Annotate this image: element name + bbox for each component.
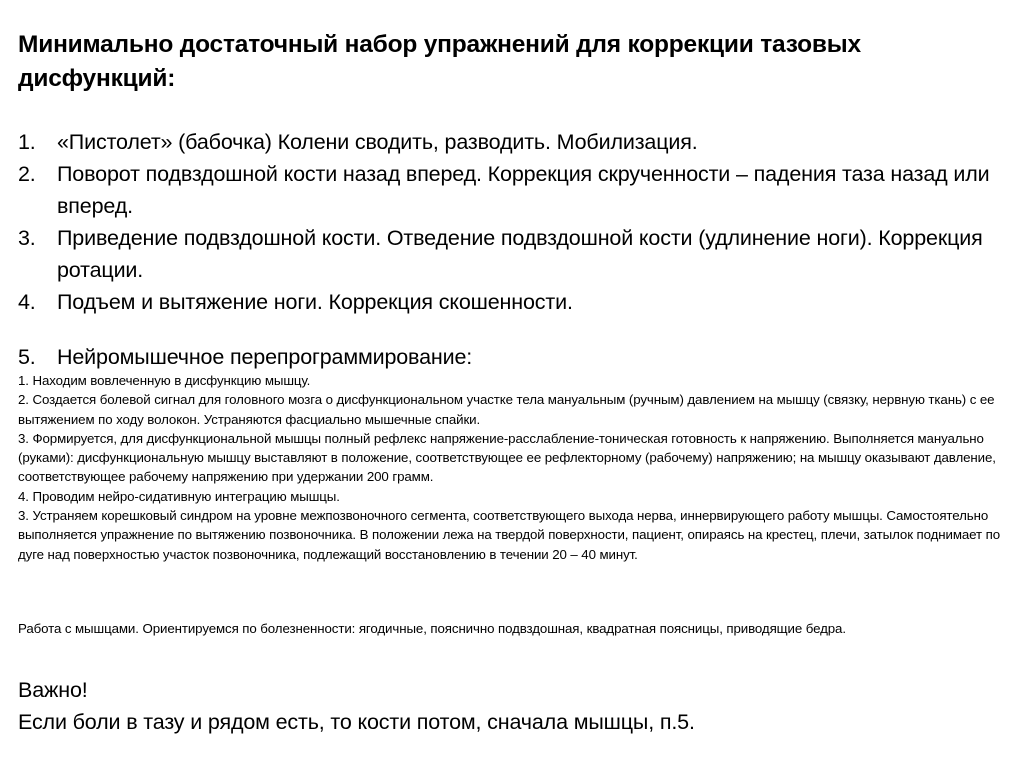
important-block [18,674,1008,738]
list-item-number: 2. [18,162,36,186]
list-item-text: Нейромышечное перепрограммирование: [57,345,473,369]
important-text: Если боли в тазу и рядом есть, то кости потом, сначала мышцы, п.5. [18,710,695,734]
step-paragraph: 3. Устраняем корешковый синдром на уровне межпозвоночного сегмента, соответствующего выхода нерва, иннервирующего работу мышцы. Самостоятельно выполняется упражнение по вытяжению позвоночника. В положении лежа на твердой поверхности, пациент, опираясь на крестец, плечи, затылок поднимает по дуге над поверхностью участок позвоночника, подлежащий восстановлению в течении 20 – 40 минут. [18,508,1001,562]
important-heading: Важно! [18,678,88,702]
step-paragraph: 2. Создается болевой сигнал для головного мозга о дисфункциональном участке тела мануальным (ручным) давлением на мышцу (связку, нервную ткань) с ее вытяжением по ходу волокон. Устраняются фасциально мышечные спайки. [18,392,995,427]
list-item [18,126,1008,158]
muscles-note: Работа с мышцами. Ориентируемся по болезненности: ягодичные, пояснично подвздошная, квадратная поясницы, приводящие бедра. [18,621,846,636]
step-paragraph: 4. Проводим нейро-сидативную интеграцию мышцы. [18,488,340,504]
list-item [18,286,1008,318]
list-item-text: Приведение подвздошной кости. Отведение подвздошной кости (удлинение ноги). Коррекция ротации. [57,226,983,282]
list-item-text: Подъем и вытяжение ноги. Коррекция скошенности. [57,290,573,314]
list-item-text: «Пистолет» (бабочка) Колени сводить, разводить. Мобилизация. [57,130,698,154]
step-paragraph: 3. Формируется, для дисфункциональной мышцы полный рефлекс напряжение-расслабление-тоническая готовность к напряжению. Выполняется мануально (руками): дисфункциональную мышцу выставляют в положение, соответствующее ее рефлекторному (рабочему) напряжению; на мышцу оказывают давление, соответствующее рабочему напряжению при удержании 200 грамм. [18,430,996,485]
step-paragraph: 1. Находим вовлеченную в дисфункцию мышцу. [18,373,311,388]
list-item-number: 3. [18,226,36,250]
neuromuscular-steps [18,371,1013,564]
neuromuscular-heading [18,341,1008,373]
list-item-number: 1. [18,130,36,154]
list-item-text: Поворот подвздошной кости назад вперед. Коррекция скрученности – падения таза назад или вперед. [57,162,990,218]
slide-title: Минимально достаточный набор упражнений для коррекции тазовых дисфункций: [18,31,861,92]
exercise-list [18,126,1008,318]
list-item-number: 4. [18,290,36,314]
list-item [18,158,1008,222]
list-item [18,222,1008,286]
list-item-number: 5. [18,345,36,369]
